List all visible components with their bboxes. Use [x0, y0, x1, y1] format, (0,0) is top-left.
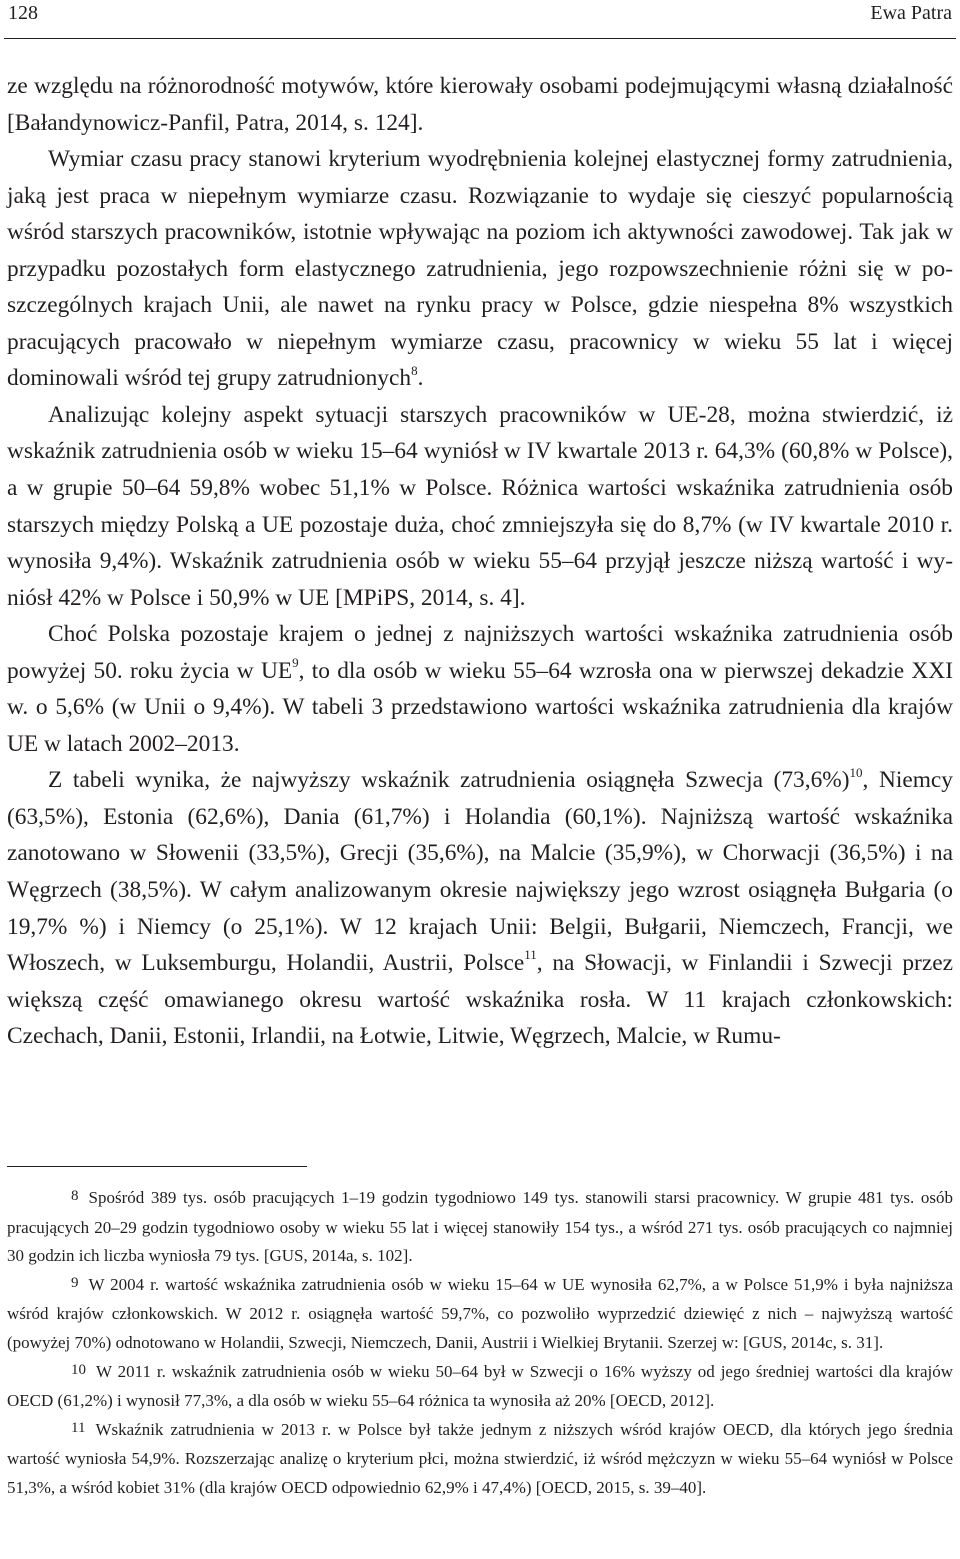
- paragraph-5-text-c: , na Słowacji, w Finlandii i Szwecji przez większą część omawianego okresu wartość wskaźnika rosła. W 11 krajach członkowskich: Czechach, Danii, Estonii, Irlandii, na Łotwie, Litwie, Węgrzech, Malcie, w Rumu-: [7, 950, 953, 1050]
- footnote-ref-9[interactable]: 9: [292, 654, 299, 670]
- footnote-text: Spośród 389 tys. osób pracujących 1–19 godzin tygodniowo 149 tys. stanowili starsi pracownicy. W grupie 481 tys. osób pracujących 20–29 godzin tygodniowo osoby w wieku 55 lat i więcej stanowiły 154 tys., a wśród 271 tys. osób pracujących co najmniej 30 godzin ich liczba wyniosła 79 tys. [GUS, 2014a, s. 102].: [7, 1188, 953, 1266]
- paragraph-3-text: Analizując kolejny aspekt sytuacji starszych pracowników w UE-28, można stwierdzić, iż wskaźnik zatrudnienia osób w wieku 15–64 wyniósł w IV kwartale 2013 r. 64,3% (60,8% w Polsce), a w grupie 50–64 59,8% wobec 51,1% w Polsce. Różnica wartości wskaźnika zatrudnienia osób starszych między Polską a UE pozostaje duża, choć zmniejszyła się do 8,7% (w IV kwartale 2010 r. wynosiła 9,4%). Wskaźnik zatrudnienia osób w wieku 55–64 przyjął jeszcze niższą wartość i wyniósł 42% w Polsce i 50,9% w UE [MPiPS, 2014, s. 4].: [7, 401, 953, 611]
- paragraph-5-text-b: , Niemcy (63,5%), Estonia (62,6%), Dania (61,7%) i Holandia (60,1%). Najniższą wartość wskaźnika zanotowano w Słowenii (33,5%), Grecji (35,6%), na Malcie (35,9%), w Chorwacji (36,5%) i na Węgrzech (38,5%). W całym analizowanym okresie największy jego wzrost osiągnęła Bułgaria (o 19,7% %) i Niemcy (o 25,1%). W 12 krajach Unii: Belgii, Bułgarii, Niemczech, Francji, we Włoszech, w Luksemburgu, Holandii, Austrii, Polsce: [7, 767, 953, 977]
- footnote-11: [7, 1416, 953, 1503]
- footnote-ref-8[interactable]: 8: [411, 362, 418, 378]
- header-rule: [4, 38, 956, 39]
- footnote-ref-11[interactable]: 11: [524, 947, 537, 963]
- page-header: [4, 0, 956, 30]
- footnotes: [7, 1184, 953, 1503]
- footnote-text: W 2011 r. wskaźnik zatrudnienia osób w wieku 50–64 był w Szwecji o 16% wyższy od jego średniej wartości dla krajów OECD (61,2%) i wynosił 77,3%, a dla osób w wieku 55–64 różnica ta wynosiła aż 20% [OECD, 2012].: [7, 1361, 953, 1411]
- footnote-9: [7, 1271, 953, 1358]
- footnote-10: [7, 1358, 953, 1416]
- paragraph-3: [7, 397, 953, 616]
- body-text: [7, 68, 953, 1055]
- running-head: Ewa Patra: [870, 2, 952, 24]
- paragraph-2: [7, 141, 953, 397]
- paragraph-4: [7, 616, 953, 762]
- footnote-mark: 8: [71, 1188, 79, 1204]
- paragraph-5-text-a: Z tabeli wynika, że najwyższy wskaźnik zatrudnienia osiągnęła Szwecja (73,6%): [48, 767, 850, 794]
- paragraph-4-text-b: , to dla osób w wieku 55–64 wzrosła ona w pierwszej dekadzie XXI w. o 5,6% (w Unii o 9,4%). W tabeli 3 przedstawiono wartości wskaźnika zatrudnienia dla krajów UE w latach 2002–2013.: [7, 657, 953, 757]
- paragraph-5: [7, 762, 953, 1054]
- footnote-mark: 9: [71, 1274, 79, 1291]
- footnote-mark: 10: [71, 1361, 86, 1378]
- paragraph-4-text-a: Choć Polska pozostaje krajem o jednej z najniższych wartości wskaźnika zatrudnienia osób powyżej 50. roku życia w UE: [7, 621, 953, 684]
- footnote-rule: [7, 1166, 307, 1167]
- footnote-mark: 11: [71, 1419, 86, 1436]
- paragraph-2-text-a: Wymiar czasu pracy stanowi kryterium wyodrębnienia kolejnej elastycznej formy zatrudnienia, jaką jest praca w niepełnym wymiarze czasu. Rozwiązanie to wydaje się cieszyć popularnością wśród starszych pracowników, istotnie wpływając na poziom ich aktywności zawodowej. Tak jak w przypadku pozostałych form elastycznego zatrudnienia, jego rozpowszechnienie różni się w poszczególnych krajach Unii, ale nawet na rynku pracy w Polsce, gdzie niespełna 8% wszystkich pracujących pracowało w niepełnym wymiarze czasu, pracownicy w wieku 55 lat i więcej dominowali wśród tej grupy zatrudnionych: [7, 146, 953, 392]
- paragraph-1: [7, 68, 953, 141]
- footnote-ref-10[interactable]: 10: [849, 764, 863, 780]
- footnote-8: [7, 1184, 953, 1271]
- page-number: 128: [8, 2, 38, 24]
- paragraph-1-text: ze względu na różnorodność motywów, które kierowały osobami podejmującymi własną działalność [Bałandynowicz-Panfil, Patra, 2014, s. 124].: [7, 73, 953, 136]
- footnote-text: Wskaźnik zatrudnienia w 2013 r. w Polsce był także jednym z niższych wśród krajów OECD, dla których jego średnia wartość wyniosła 54,9%. Rozszerzając analizę o kryterium płci, można stwierdzić, iż wśród mężczyzn w wieku 55–64 wyniósł w Polsce 51,3%, a wśród kobiet 31% (dla krajów OECD odpowiednio 62,9% i 47,4%) [OECD, 2015, s. 39–40].: [7, 1419, 953, 1497]
- footnote-text: W 2004 r. wartość wskaźnika zatrudnienia osób w wieku 15–64 w UE wynosiła 62,7%, a w Polsce 51,9% i była najniższa wśród krajów członkowskich. W 2012 r. osiągnęła wartość 59,7%, co pozwoliło wyprzedzić dziewięć z nich – najwyższą wartość (powyżej 70%) odnotowano w Holandii, Szwecji, Niemczech, Danii, Austrii i Wielkiej Brytanii. Szerzej w: [GUS, 2014c, s. 31].: [7, 1274, 953, 1352]
- paragraph-2-text-b: .: [417, 365, 424, 392]
